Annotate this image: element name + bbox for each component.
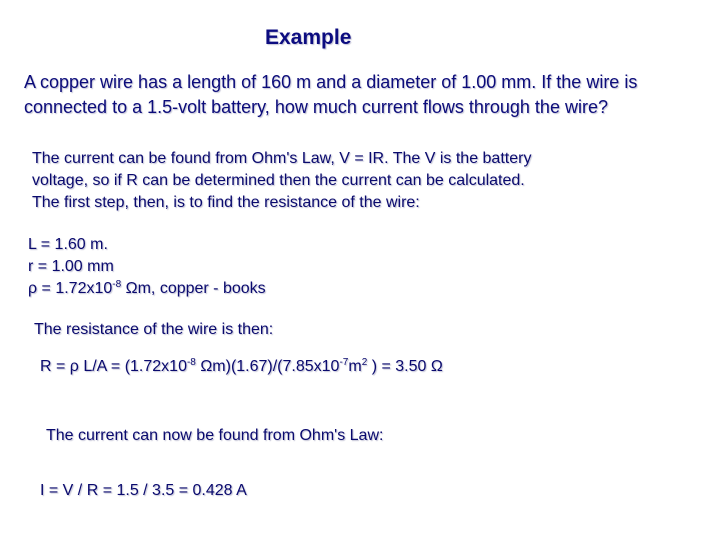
slide-title: Example [265,26,352,49]
question-line-1: A copper wire has a length of 160 m and a diameter of 1.00 mm. If the wire is [24,72,638,92]
given-length: L = 1.60 m. [28,236,108,253]
explanation-line-1: The current can be found from Ohm's Law, V = IR. The V is the battery [32,150,532,167]
current-calculation: I = V / R = 1.5 / 3.5 = 0.428 A [40,482,247,499]
question-line-2: connected to a 1.5-volt battery, how much current flows through the wire? [24,97,608,117]
explanation-line-2: voltage, so if R can be determined then the current can be calculated. [32,172,525,189]
given-radius: r = 1.00 mm [28,258,114,275]
resistance-intro: The resistance of the wire is then: [34,321,274,338]
explanation-line-3: The first step, then, is to find the resistance of the wire: [32,194,420,211]
current-intro: The current can now be found from Ohm's Law: [46,427,384,444]
resistance-calculation: R = ρ $L/A = (1.72x10^{-8}$ $\Omega m)(1.67)/(7.85x10^{-7}m^2$ ) = 3.50 Ω [40,357,443,375]
given-resistivity: $\rho = 1.72x10^{-8}$ Ωm, copper - books [28,279,266,297]
